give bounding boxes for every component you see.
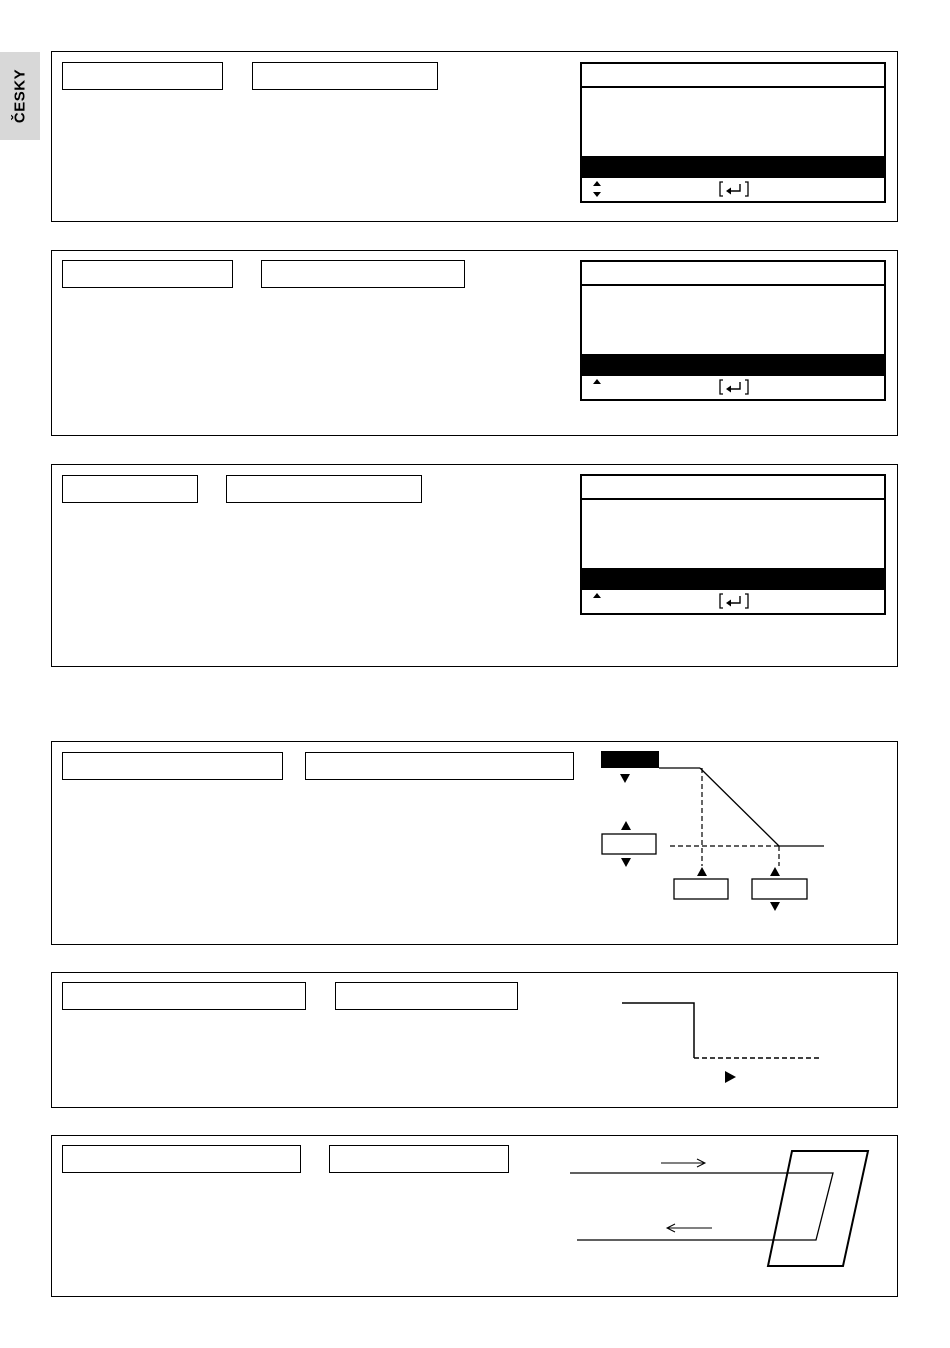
up-arrow-icon [590, 591, 604, 611]
lcd-2-footer [582, 375, 884, 399]
step-signal-line [622, 1003, 694, 1058]
enter-key-icon [718, 179, 750, 199]
lcd-2-highlight-row [582, 354, 884, 376]
section-5-label-b [335, 982, 518, 1010]
section-4-label-a [62, 752, 283, 780]
section-panel-2 [51, 250, 898, 436]
lcd-3-highlight-row [582, 568, 884, 590]
ramp-time-box-1 [674, 879, 728, 899]
down-arrow-icon [620, 774, 630, 783]
hysteresis-outer-frame [768, 1151, 868, 1266]
lcd-1-footer [582, 177, 884, 201]
lcd-2-header [582, 262, 884, 286]
ramp-level-box [602, 834, 656, 854]
section-5-label-a [62, 982, 306, 1010]
down-arrow-icon [770, 902, 780, 911]
section-4-label-b [305, 752, 574, 780]
hysteresis-diagram [562, 1136, 892, 1296]
lcd-3-header [582, 476, 884, 500]
up-arrow-icon [697, 867, 707, 876]
section-panel-4 [51, 741, 898, 945]
section-panel-5 [51, 972, 898, 1108]
ramp-diagram [592, 742, 892, 944]
enter-key-icon [718, 591, 750, 611]
section-1-label-a [62, 62, 223, 90]
language-tab [0, 52, 40, 140]
lcd-3-footer [582, 589, 884, 613]
section-3-label-b [226, 475, 422, 503]
section-panel-1 [51, 51, 898, 222]
section-2-label-a [62, 260, 233, 288]
lcd-screen-1 [580, 62, 886, 203]
ramp-start-box [601, 751, 659, 768]
section-panel-6 [51, 1135, 898, 1297]
lcd-1-highlight-row [582, 156, 884, 178]
section-6-label-b [329, 1145, 509, 1173]
lcd-1-header [582, 64, 884, 88]
section-2-label-b [261, 260, 465, 288]
step-diagram [612, 973, 892, 1107]
section-6-label-a [62, 1145, 301, 1173]
down-arrow-icon [621, 858, 631, 867]
hysteresis-inner-path [570, 1173, 833, 1240]
up-arrow-icon [770, 867, 780, 876]
section-1-label-b [252, 62, 438, 90]
ramp-slope-line [700, 768, 779, 846]
section-panel-3 [51, 464, 898, 667]
lcd-screen-2 [580, 260, 886, 401]
section-3-label-a [62, 475, 198, 503]
up-arrow-icon [590, 377, 604, 397]
lcd-screen-3 [580, 474, 886, 615]
enter-key-icon [718, 377, 750, 397]
up-arrow-icon [621, 821, 631, 830]
up-down-arrows-icon [590, 179, 604, 199]
ramp-time-box-2 [752, 879, 807, 899]
language-tab-label: ČESKY [11, 68, 29, 124]
right-arrow-icon [725, 1071, 736, 1083]
